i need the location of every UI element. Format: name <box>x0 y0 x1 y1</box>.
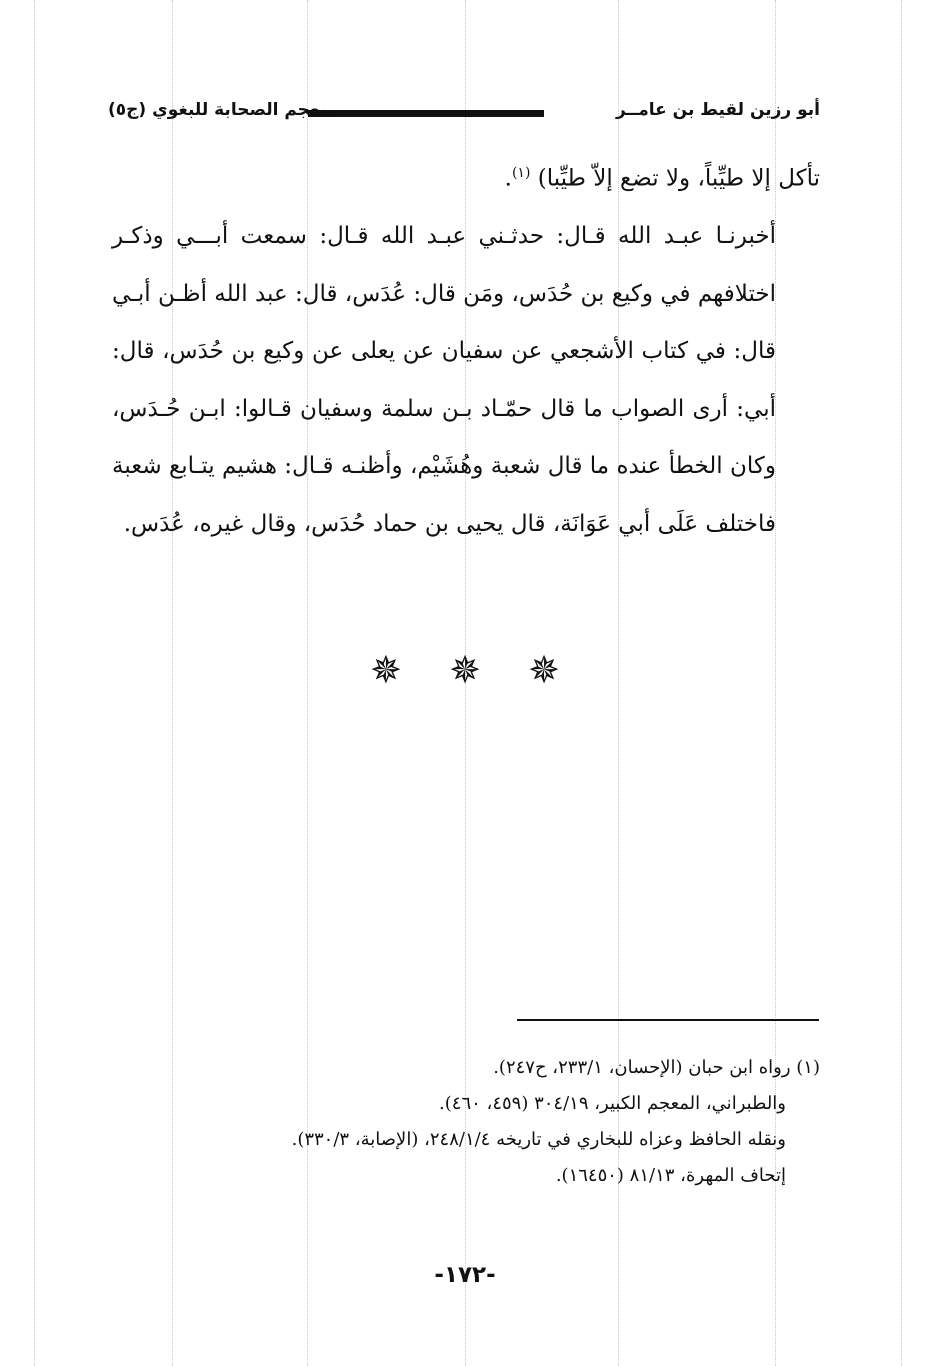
running-header <box>108 92 820 132</box>
main-text <box>112 145 820 553</box>
footnote-separator <box>517 1019 819 1021</box>
footnote-reference: (١) <box>511 165 531 181</box>
footnote-line: والطبراني، المعجم الكبير، ٣٠٤/١٩ (٤٥٩، ٤٦٠). <box>439 1093 786 1114</box>
header-chapter-title: أبو رزين لقيط بن عامــر <box>616 100 820 120</box>
page-number: -١٧٢- <box>434 1262 496 1288</box>
text-line-first: تأكل إلا طيِّباً، ولا تضع إلاّ طيِّبا) $^{(١)}$. <box>504 165 820 192</box>
footnote-line: إتحاف المهرة، ٨١/١٣ (١٦٤٥٠). <box>555 1165 786 1186</box>
scan-grid-line <box>901 0 902 1366</box>
footnote-line: (١) رواه ابن حبان (الإحسان، ٢٣٣/١، ح٢٤٧). <box>493 1057 820 1078</box>
header-book-title: معجم الصحابة للبغوي (ج٥) <box>108 100 331 120</box>
star-ornament-icon: ✵ <box>449 648 481 692</box>
section-divider-ornaments <box>370 648 560 692</box>
text-paragraph: أخبرنـا عبـد الله قـال: حدثـني عبـد الله قـال: سمعت أبـــي وذكـر اختلافهم في وكيع بن حُدَس، ومَن قال: عُدَس، قال: عبد الله أظـن أبـي قال: في كتاب الأشجعي عن سفيان عن يعلى عن وكيع بن حُدَس، قال: أبي: أرى الصواب ما قال حمّـاد بـن سلمة وسفيان قـالوا: ابـن حُـدَس، وكان الخطأ عنده ما قال شعبة وهُشَيْم، وأظنـه قـال: هشيم يتـابع شعبة فاختلف عَلَى أبي عَوَانَة، قال يحيى بن حماد حُدَس، وقال غيره، عُدَس. <box>112 223 776 537</box>
star-ornament-icon: ✵ <box>528 648 560 692</box>
header-rule <box>308 110 544 117</box>
star-ornament-icon: ✵ <box>370 648 402 692</box>
scan-grid-line <box>34 0 35 1366</box>
text-line: تأكل إلا طيِّباً، ولا تضع إلاّ طيِّبا) <box>537 165 820 192</box>
footnote-line: ونقله الحافظ وعزاه للبخاري في تاريخه ٢٤٨/١/٤، (الإصابة، ٣٣٠/٣). <box>291 1129 786 1150</box>
footnotes <box>150 1050 820 1194</box>
